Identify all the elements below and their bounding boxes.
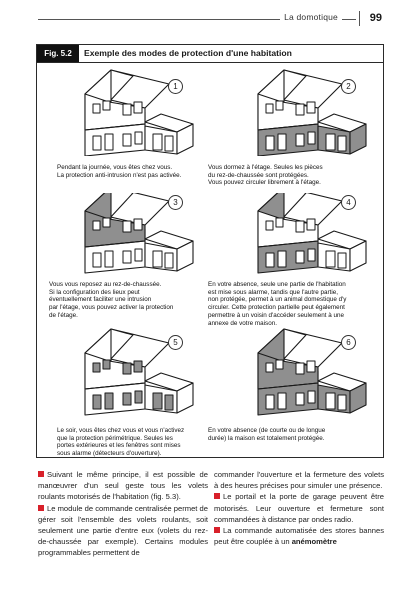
panel-caption [57,164,207,179]
caption-line: En votre absence, seule une partie de l'habitation [208,281,346,288]
paragraph: Le module de commande centralisée permet de gérer soit l'ensemble des volets roulants, soit seulement une partie d'entre eux (volets du rez-de-chaussée par exemple). Certains modules programmables permettent de [38,503,208,558]
caption-line: annexe de votre maison. [208,319,277,327]
caption-line: Vous dormez à l'étage. Seules les pièces [208,164,323,171]
red-square-bullet [214,527,220,533]
panel-4 [208,193,382,327]
caption-line: Le soir, vous êtes chez vous et vous n'activez [57,427,185,434]
caption-line: Vous pouvez circuler librement à l'étage. [208,179,321,187]
house-illustration [37,327,209,419]
panel-2 [210,64,382,194]
caption-line: sous alarme (détecteurs d'ouverture). [57,450,162,458]
paragraph: La commande automatisée des stores bannes peut être couplée à un anémomètre [214,526,384,547]
caption-line: En votre absence (de courte ou de longue [208,427,326,434]
house-illustration [37,64,209,156]
page-number: 99 [359,11,382,26]
house-illustration [37,193,209,285]
caption-line: durée) la maison est totalement protégée. [208,434,325,442]
figure-header [37,45,383,63]
caption-line: circuler. Cette protection partielle peut également [208,304,345,312]
panel-number: 2 [341,79,356,94]
house-illustration [210,193,382,285]
body-column-1 [38,469,208,559]
panel-number: 5 [168,335,183,350]
caption-line: du rez-de-chaussée sont protégées. [208,171,309,179]
paragraph: commander l'ouverture et la fermeture des volets à des heures précises pour simuler une présence. [214,470,384,491]
caption-line: Si la configuration des lieux peut [49,288,140,296]
caption-line: Pendant la journée, vous êtes chez vous. [57,164,173,171]
caption-line: Vous vous reposez au rez-de-chaussée. [49,281,162,288]
caption-line: est mise sous alarme, tandis que l'autre partie, [208,288,339,296]
house-illustration [210,64,382,156]
red-square-bullet [38,471,44,477]
bold-term: anémomètre [291,537,337,547]
panel-number: 6 [341,335,356,350]
caption-line: que la protection périmétrique. Seules les [57,434,173,442]
caption-line: La protection anti-intrusion n'est pas activée. [57,171,182,179]
panel-number: 3 [168,195,183,210]
caption-line: portes extérieures et les fenêtres sont mises [57,442,181,450]
figure-title: Exemple des modes de protection d'une habitation [84,48,292,58]
figure-5-2 [36,44,384,458]
panel-number: 4 [341,195,356,210]
caption-line: non protégée, permet à un animal domestique d'y [208,296,347,304]
house-illustration [210,327,382,419]
panel-caption [208,281,378,327]
panel-caption [49,281,209,320]
panel-caption [208,164,368,187]
red-square-bullet [214,493,220,499]
panel-1 [37,64,209,194]
red-square-bullet [38,505,44,511]
panel-caption [208,427,373,442]
panel-number: 1 [168,79,183,94]
caption-line: par l'étage, vous pouvez activer la protection [49,304,174,312]
panel-5 [37,327,209,457]
caption-line: éventuellement faciliter une intrusion [49,296,152,304]
panel-6 [210,327,382,457]
caption-line: de l'étage. [49,311,78,319]
paragraph: Le portail et la porte de garage peuvent être motorisés. Leur ouverture et fermeture sont commandées à distance par ondes radio. [214,492,384,524]
panel-caption [57,427,209,458]
body-column-2 [214,469,384,547]
paragraph: Suivant le même principe, il est possible de manœuvrer d'un seul geste tous les volets roulants motorisés de l'habitation (fig. 5.3). [38,470,208,502]
caption-line: permettre à un voisin d'accéder seulement à une [208,311,344,319]
figure-tag: Fig. 5.2 [37,45,79,62]
panel-3 [37,193,209,323]
page-header [38,11,382,27]
chapter-title: La domotique [280,12,342,22]
